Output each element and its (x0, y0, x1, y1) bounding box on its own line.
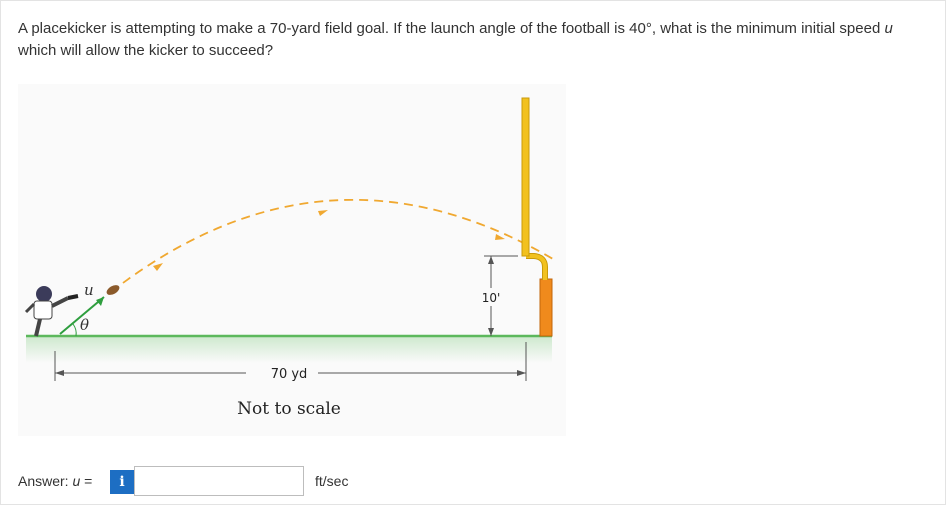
goalpost-base (540, 279, 552, 336)
trajectory-path (111, 200, 553, 292)
answer-label-prefix: Answer: (18, 473, 73, 489)
question-text-part1: A placekicker is attempting to make a 70-yard field goal. If the launch angle of the football is 40°, what is the minimum initial speed (18, 20, 885, 37)
distance-label: 70 yd (270, 367, 308, 382)
goalpost-upright (522, 98, 529, 256)
field-goal-figure (18, 84, 566, 436)
question-text (18, 18, 928, 62)
field-goal-diagram (18, 84, 566, 436)
info-icon[interactable]: i (110, 470, 134, 494)
distance-arrow-right (517, 370, 526, 376)
scale-note: Not to scale (237, 399, 341, 419)
football (105, 283, 121, 297)
height-arrow-up (488, 256, 494, 264)
question-variable-u: u (884, 20, 893, 37)
trajectory-arrowhead-right (495, 234, 505, 240)
kicker-figure (26, 286, 78, 336)
question-text-part2: which will allow the kicker to succeed? (18, 42, 274, 59)
velocity-symbol: u (84, 281, 94, 299)
goalpost (522, 98, 552, 336)
distance-arrow-left (55, 370, 64, 376)
answer-label-suffix: = (80, 473, 93, 489)
ground-shade (26, 337, 552, 363)
answer-label-var: u (72, 473, 81, 489)
trajectory-arrowhead-top (318, 210, 328, 216)
answer-label (18, 473, 92, 489)
angle-arc (73, 324, 76, 336)
answer-unit: ft/sec (315, 473, 349, 489)
height-label: 10' (481, 291, 501, 305)
answer-input[interactable] (134, 466, 304, 496)
angle-symbol: θ (80, 316, 90, 334)
trajectory-arrowhead (153, 263, 163, 271)
